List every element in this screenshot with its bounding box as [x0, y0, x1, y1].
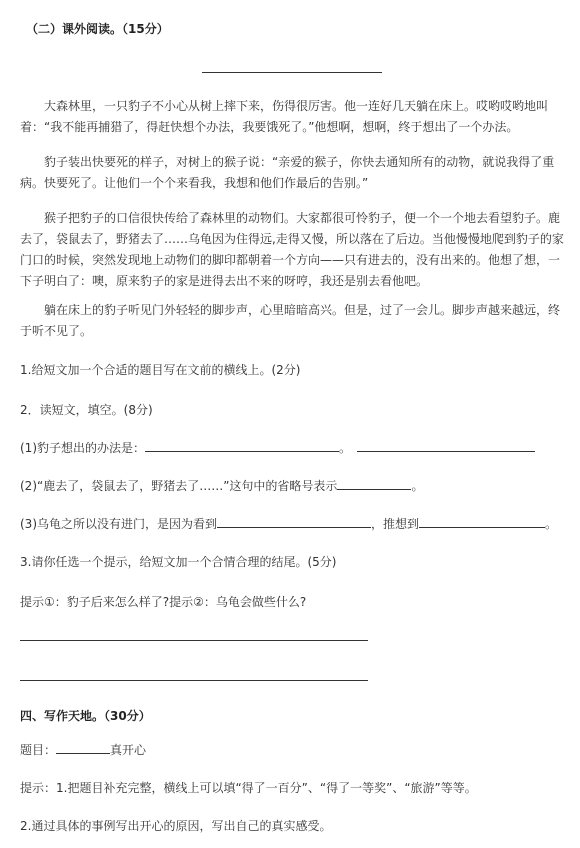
story-paragraph-1: 大森林里，一只豹子不小心从树上摔下来，伤得很厉害。他一连好几天躺在床上。哎哟哎哟地叫着：“我不能再捕猎了，得赶快想个办法，我要饿死了。”他想啊，想啊，终于想出了一个办法。 [20, 99, 549, 134]
question-3-hint: 提示①：豹子后来怎么样了?提示②：乌龟会做些什么? [20, 595, 307, 609]
writing-topic-prefix: 题目： [20, 743, 57, 757]
ending-answer-line-2[interactable] [20, 680, 368, 681]
answer-blank-2-3b[interactable] [419, 516, 545, 528]
question-2-3-mid: ，推想到 [371, 517, 420, 531]
writing-hint-2: 2.通过具体的事例写出开心的原因，写出自己的真实感受。 [20, 819, 332, 833]
answer-blank-2-1b[interactable] [357, 440, 535, 452]
writing-topic [20, 742, 146, 758]
story-paragraph-4: 躺在床上的豹子听见门外轻轻的脚步声，心里暗暗高兴。但是，过了一会儿。脚步声越来越远，终于听不见了。 [20, 303, 561, 338]
story-paragraph-3: 猴子把豹子的口信很快传给了森林里的动物们。大家都很可怜豹子，便一个一个地去看望豹子。鹿去了，袋鼠去了，野猪去了……乌龟因为住得远,走得又慢，所以落在了后边。当他慢慢地爬到豹子的家门口的时候，突然发现地上动物们的脚印都朝着一个方向——只有进去的，没有出来的。他想了想，一下子明白了：噢，原来豹子的家是进得去出不来的呀哼，我还是别去看他吧。 [20, 211, 564, 288]
question-1: 1.给短文加一个合适的题目写在文前的横线上。(2分) [20, 363, 301, 377]
question-2-3-suffix: 。 [545, 517, 558, 531]
question-2-2-prefix: (2)“鹿去了，袋鼠去了，野猪去了……”这句中的省略号表示 [20, 479, 338, 493]
topic-blank[interactable] [56, 742, 110, 754]
question-2-2-suffix: 。 [411, 479, 424, 493]
story-paragraph-2: 豹子装出快要死的样子，对树上的猴子说：“亲爱的猴子，你快去通知所有的动物，就说我得了重病。快要死了。让他们一个个来看我，我想和他们作最后的告别。” [20, 155, 555, 190]
question-2-3-prefix: (3)乌龟之所以没有进门，是因为看到 [20, 517, 217, 531]
reading-section-heading: （二）课外阅读。（15分） [26, 22, 169, 36]
answer-blank-2-3a[interactable] [217, 516, 371, 528]
question-3: 3.请你任选一个提示，给短文加一个合情合理的结尾。(5分) [20, 555, 337, 569]
question-2-1-prefix: (1)豹子想出的办法是： [20, 441, 145, 455]
answer-blank-2-1a[interactable] [145, 440, 339, 452]
question-2-1 [20, 440, 535, 456]
question-2-2 [20, 478, 423, 494]
writing-hint-1: 提示：1.把题目补充完整，横线上可以填“得了一百分”、“得了一等奖”、“旅游”等等。 [20, 781, 477, 795]
title-blank-line[interactable] [202, 72, 382, 73]
writing-section-heading: 四、写作天地。（30分） [20, 709, 151, 723]
question-2-1-mid: 。 [339, 441, 352, 455]
ending-answer-line-1[interactable] [20, 640, 368, 641]
answer-blank-2-2[interactable] [337, 478, 411, 490]
question-2: 2．读短文，填空。(8分) [20, 403, 153, 417]
question-2-3 [20, 516, 557, 532]
writing-topic-suffix: 真开心 [110, 743, 147, 757]
